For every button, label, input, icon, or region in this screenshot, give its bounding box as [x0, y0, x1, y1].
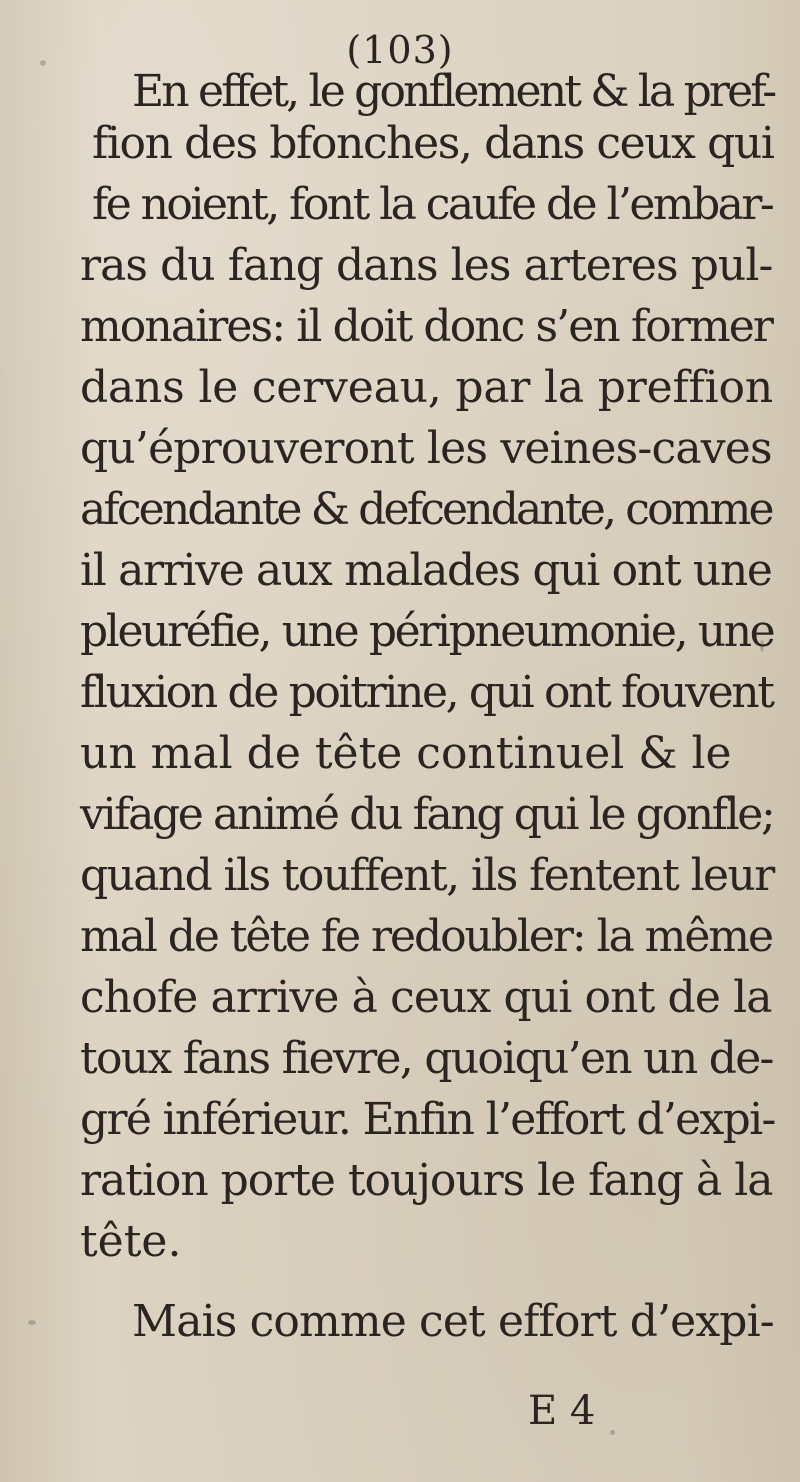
text-line-7: qu’éprouveront les veines-caves	[80, 423, 772, 474]
paper-speck	[760, 640, 764, 652]
text-line-3: fe noient, font la caufe de l’embar-	[92, 179, 773, 230]
text-line-8: afcendante & defcendante, comme	[80, 484, 772, 535]
text-line-10: pleuréfie, une péripneumonie, une	[80, 606, 774, 657]
text-line-18: gré inférieur. Enfin l’effort d’expi-	[80, 1094, 775, 1145]
text-line-14: quand ils touffent, ils fentent leur	[80, 850, 774, 901]
text-line-15: mal de tête fe redoubler: la même	[80, 911, 772, 962]
paper-speck	[610, 1430, 615, 1435]
text-line-6: dans le cerveau, par la preffion	[80, 362, 773, 413]
text-line-21: Mais comme cet effort d’expi-	[132, 1296, 774, 1347]
text-line-5: monaires: il doit donc s’en former	[80, 301, 773, 352]
text-line-16: chofe arrive à ceux qui ont de la	[80, 972, 772, 1023]
page-number: (103)	[346, 28, 454, 72]
catchword: E 4	[528, 1388, 596, 1434]
text-line-12: un mal de tête continuel & le	[80, 728, 732, 779]
text-line-9: il arrive aux malades qui ont une	[80, 545, 772, 596]
text-line-17: toux fans fievre, quoiqu’en un de-	[80, 1033, 773, 1084]
paper-speck	[40, 60, 46, 66]
text-line-11: fluxion de poitrine, qui ont fouvent	[80, 667, 773, 718]
text-line-19: ration porte toujours le fang à la	[80, 1155, 773, 1206]
text-line-2: fion des bfonches, dans ceux qui	[92, 118, 774, 169]
paper-speck	[28, 1320, 36, 1325]
text-line-4: ras du fang dans les arteres pul-	[80, 240, 773, 291]
text-line-1: En effet, le gonflement & la pref-	[132, 66, 775, 117]
text-line-13: vifage animé du fang qui le gonfle;	[80, 789, 774, 840]
text-line-20: tête.	[80, 1216, 182, 1267]
